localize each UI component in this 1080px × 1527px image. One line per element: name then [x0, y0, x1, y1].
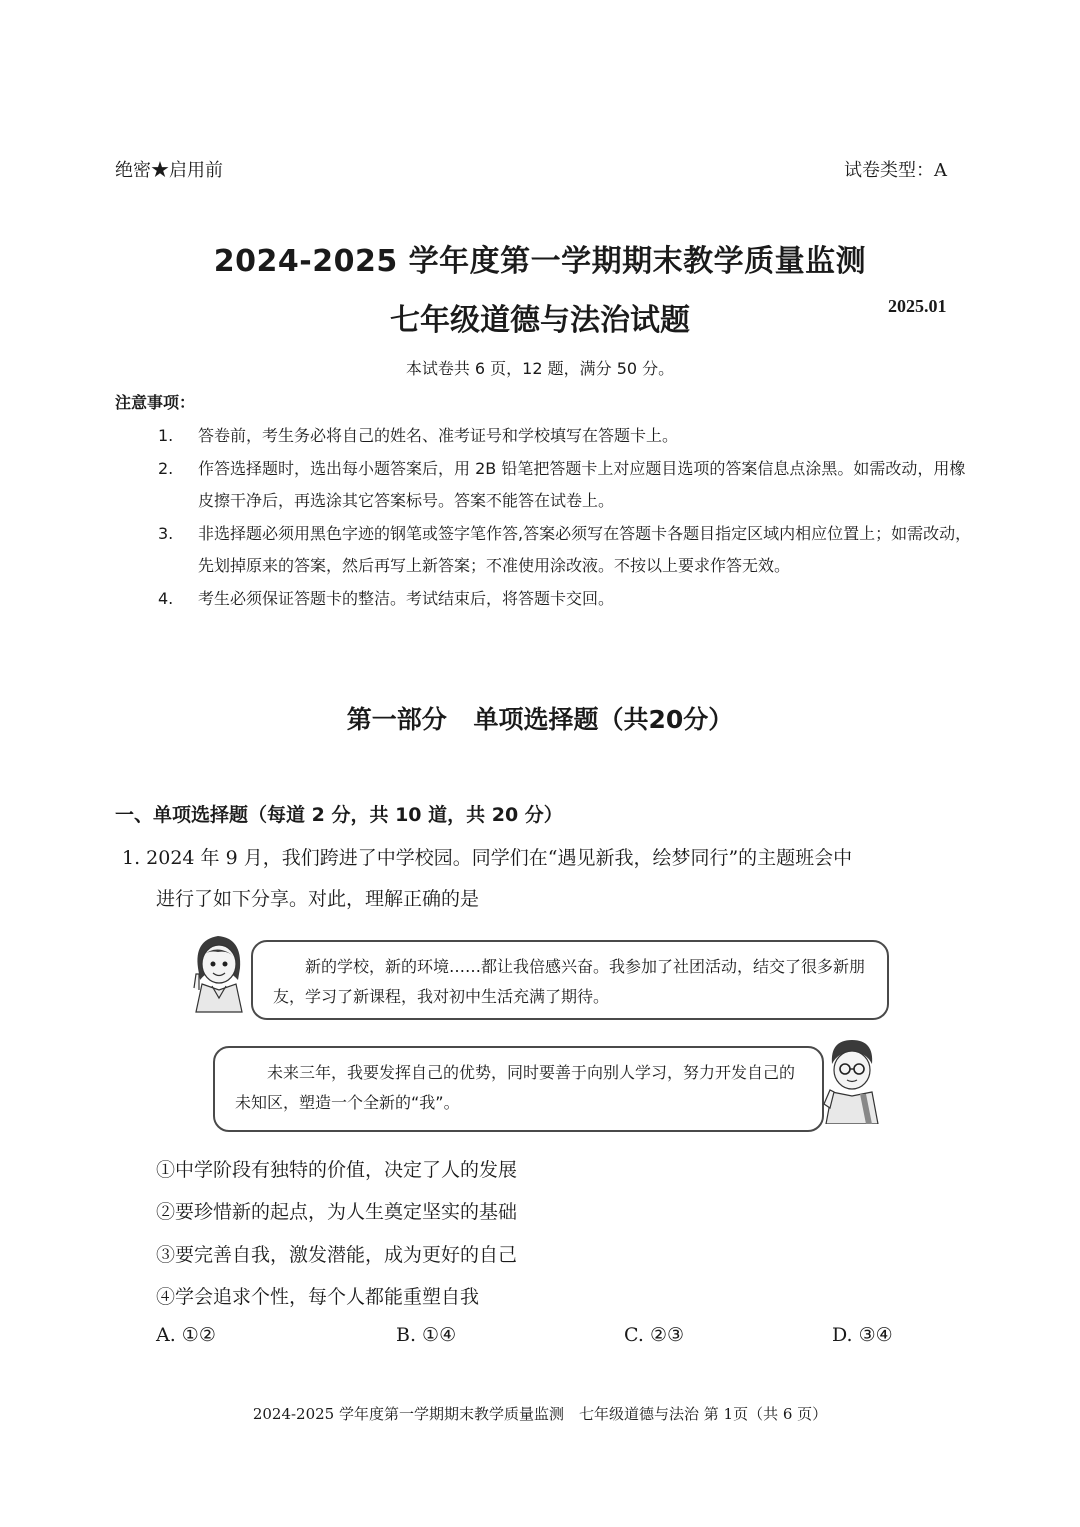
statement-option: ①中学阶段有独特的价值，决定了人的发展 [156, 1159, 518, 1181]
question-stem-line1: 1. 2024 年 9 月，我们跨进了中学校园。同学们在“遇见新我，绘梦同行”的主题班会中 [122, 847, 853, 869]
choice-d[interactable]: D. ③④ [832, 1324, 893, 1346]
section-title: 一、单项选择题（每道 2 分，共 10 道，共 20 分） [115, 804, 563, 826]
notice-number: 4. [158, 588, 174, 608]
notice-number: 1. [158, 426, 174, 445]
confidential-label: 绝密★启用前 [115, 160, 223, 181]
notice-item [158, 453, 973, 518]
bubble-text: 未来三年，我要发挥自己的优势，同时要善于向别人学习，努力开发自己的未知区，塑造一个全新的“我”。 [235, 1063, 796, 1112]
boy-student-icon [820, 1034, 882, 1124]
notice-text: 非选择题必须用黑色字迹的钢笔或签字笔作答,答案必须写在答题卡各题目指定区域内相应位置上；如需改动，先划掉原来的答案，然后再写上新答案；不准使用涂改液。不按以上要求作答无效。 [198, 523, 972, 575]
bubble-text: 新的学校，新的环境……都让我倍感兴奋。我参加了社团活动，结交了很多新朋友，学习了新课程，我对初中生活充满了期待。 [273, 957, 866, 1006]
question-stem-line2: 进行了如下分享。对此，理解正确的是 [156, 888, 480, 910]
choice-b[interactable]: B. ①④ [396, 1324, 457, 1346]
notice-title: 注意事项： [115, 393, 196, 412]
speech-bubble-boy [213, 1046, 824, 1132]
statement-option: ③要完善自我，激发潜能，成为更好的自己 [156, 1244, 518, 1266]
choice-c[interactable]: C. ②③ [624, 1324, 685, 1346]
notice-item [158, 518, 973, 583]
exam-title: 2024-2025 学年度第一学期期末教学质量监测 [213, 244, 867, 279]
statement-option: ④学会追求个性，每个人都能重塑自我 [156, 1286, 480, 1308]
notice-number: 2. [158, 458, 174, 478]
notice-text: 答卷前，考生务必将自己的姓名、准考证号和学校填写在答题卡上。 [198, 426, 679, 445]
notice-text: 作答选择题时，选出每小题答案后，用 2B 铅笔把答题卡上对应题目选项的答案信息点涂黑。如需改动，用橡皮擦干净后，再选涂其它答案标号。答案不能答在试卷上。 [198, 458, 966, 510]
notice-item [158, 583, 973, 616]
exam-summary: 本试卷共 6 页，12 题，满分 50 分。 [405, 359, 675, 378]
notice-number: 3. [158, 523, 174, 543]
part-title: 第一部分 单项选择题（共20分） [346, 705, 734, 734]
exam-date: 2025.01 [888, 296, 947, 316]
statement-option: ②要珍惜新的起点，为人生奠定坚实的基础 [156, 1201, 518, 1223]
notice-list [158, 420, 973, 615]
notice-item [158, 420, 973, 453]
exam-subtitle: 七年级道德与法治试题 [390, 303, 690, 338]
page-footer: 2024-2025 学年度第一学期期末教学质量监测 七年级道德与法治 第 1页（共 6 页） [252, 1405, 828, 1423]
notice-text: 考生必须保证答题卡的整洁。考试结束后，将答题卡交回。 [198, 588, 615, 608]
paper-type-label: 试卷类型：A [844, 160, 947, 181]
girl-student-icon [188, 928, 248, 1014]
speech-bubble-girl [251, 940, 889, 1020]
choice-a[interactable]: A. ①② [156, 1324, 216, 1346]
